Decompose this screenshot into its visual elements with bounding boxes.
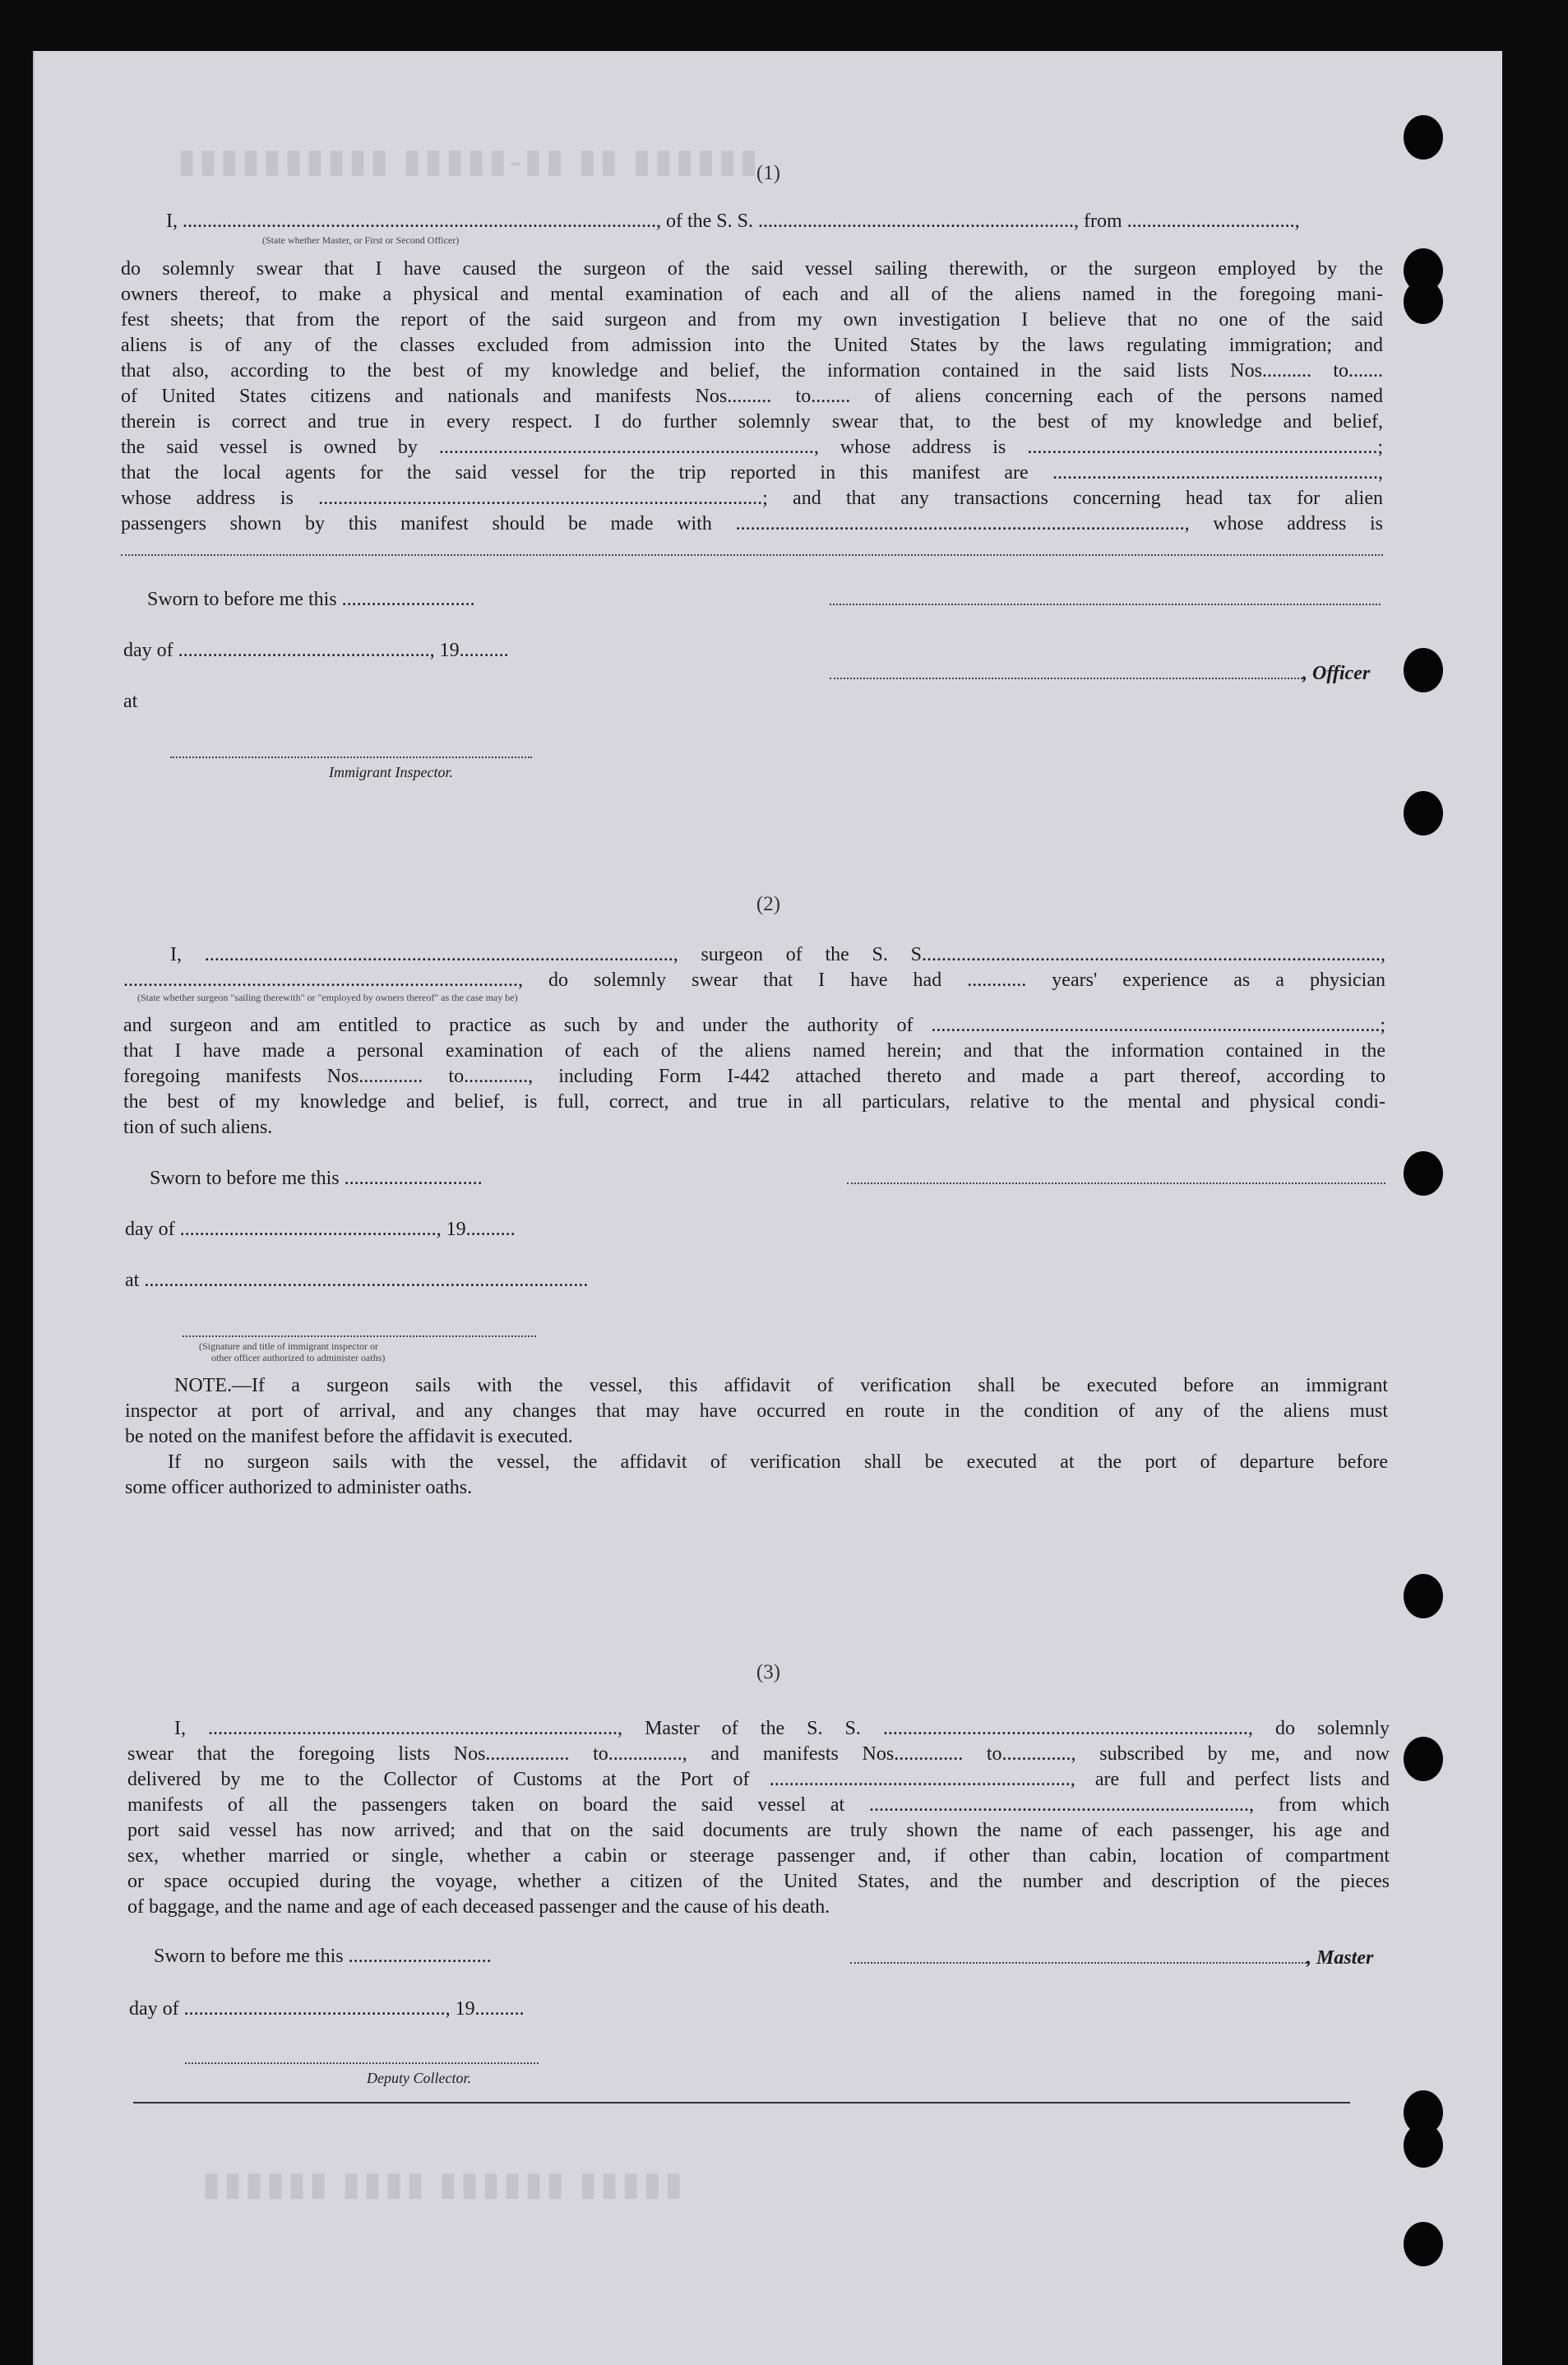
affidavit-text: therein is correct and true in every respect. I do further solemnly swear that, to the best of my knowledge and belief, (121, 411, 1383, 433)
signature-caption: other officer authorized to administer oaths) (211, 1352, 386, 1363)
affidavit-text: of baggage, and the name and age of each deceased passenger and the cause of his death. (127, 1896, 830, 1918)
note-text: some officer authorized to administer oaths. (125, 1477, 473, 1498)
affidavit-text: that I have made a personal examination of each of the aliens named herein; and that the information contained in the (123, 1040, 1385, 1062)
affidavit-text: ................................................................................, do solemnly swear that I have had ............ years' experience as a physician (123, 970, 1385, 991)
at-line: at (123, 691, 138, 712)
punch-hole (1404, 1151, 1443, 1196)
at-line: at .......................................................................................... (125, 1270, 589, 1291)
officer-caption: , Officer (1302, 663, 1371, 684)
master-caption: , Master (1307, 1947, 1374, 1969)
sworn-line: Sworn to before me this ............................. (154, 1946, 492, 1967)
field-note: (State whether surgeon "sailing therewith" or "employed by owners thereof" as the case may be) (137, 992, 518, 1003)
affidavit-text: fest sheets; that from the report of the said surgeon and from my own investigation I believe that no one of the said (121, 309, 1383, 331)
affidavit-text: passengers shown by this manifest should be made with ..........................................................................................., whose address is (121, 513, 1383, 535)
collector-caption: Deputy Collector. (367, 2070, 471, 2086)
affidavit-text: tion of such aliens. (123, 1117, 273, 1138)
day-of-line: day of ...................................................., 19.......... (125, 1219, 516, 1240)
collector-signature-line (185, 2062, 539, 2064)
affidavit-text: the best of my knowledge and belief, is full, correct, and true in all particulars, relative to the mental and physical condi- (123, 1091, 1385, 1113)
note-text: If no surgeon sails with the vessel, the affidavit of verification shall be executed at the port of departure before (168, 1451, 1388, 1473)
section-number: (1) (756, 162, 781, 184)
affidavit-text: swear that the foregoing lists Nos................. to..............., and manifests Nos.............. to.............., subscribed by me, and now (127, 1743, 1390, 1765)
affidavit-text: the said vessel is owned by ............................................................................, whose address is .......................................................................; (121, 437, 1383, 458)
field-note: (State whether Master, or First or Second Officer) (262, 234, 460, 246)
sworn-line: Sworn to before me this ........................... (147, 589, 475, 610)
bleed-through-text: ▮▮▮▮▮ ▮▮▮▮▮▮ ▮▮▮▮ ▮▮▮▮▮▮ (199, 2165, 683, 2202)
affidavit-text: do solemnly swear that I have caused the surgeon of the said vessel sailing therewith, or the surgeon employed by the (121, 258, 1383, 280)
day-of-line: day of ....................................................., 19.......... (129, 1998, 525, 2020)
affidavit-text: aliens is of any of the classes excluded from admission into the United States by the laws regulating immigration; and (121, 335, 1383, 356)
punch-hole (1404, 648, 1443, 692)
inspector-signature-line (170, 757, 532, 758)
note-text: be noted on the manifest before the affidavit is executed. (125, 1426, 573, 1447)
signature-line (121, 554, 1383, 556)
punch-hole (1404, 2123, 1443, 2168)
bleed-through-text: ▮▮▮▮▮▮ ▮▮ ▮▮-▮▮▮▮▮ ▮▮▮▮▮▮▮▮▮▮ (174, 142, 758, 179)
affidavit-text: that the local agents for the said vessel for the trip reported in this manifest are .................................................................., (121, 462, 1383, 484)
affidavit-text: of United States citizens and nationals and manifests Nos......... to........ of aliens concerning each of the persons named (121, 386, 1383, 407)
punch-hole (1404, 280, 1443, 324)
affidavit-text: owners thereof, to make a physical and mental examination of each and all of the aliens named in the foregoing mani- (121, 284, 1383, 305)
note-text: inspector at port of arrival, and any changes that may have occurred en route in the condition of any of the aliens must (125, 1400, 1388, 1422)
punch-hole (1404, 1737, 1443, 1781)
section-number: (3) (756, 1661, 781, 1683)
officer-signature-line (830, 604, 1381, 605)
note-text: NOTE.—If a surgeon sails with the vessel, this affidavit of verification shall be executed before an immigrant (174, 1375, 1388, 1396)
punch-hole (1404, 2222, 1443, 2266)
manifest-page (33, 51, 1502, 2365)
affidavit-text: manifests of all the passengers taken on board the said vessel at ............................................................................., from which (127, 1794, 1390, 1816)
officer-signature-line (830, 678, 1302, 679)
punch-hole (1404, 791, 1443, 835)
signature-caption: (Signature and title of immigrant inspector or (199, 1340, 378, 1352)
inspector-caption: Immigrant Inspector. (329, 764, 453, 780)
punch-hole (1404, 115, 1443, 160)
bottom-rule (133, 2102, 1350, 2104)
affidavit-text: that also, according to the best of my knowledge and belief, the information contained in the said lists Nos.......... to....... (121, 360, 1383, 382)
affidavit-text: sex, whether married or single, whether a cabin or steerage passenger and, if other than cabin, location of compartment (127, 1845, 1390, 1867)
day-of-line: day of ..................................................., 19.......... (123, 640, 509, 661)
affidavit-text: I, ..............................................................................................., surgeon of the S. S............................................................................................., (170, 944, 1385, 965)
affidavit-text: I, ..................................................................................., Master of the S. S. .........................................................................., do solemnly (174, 1718, 1390, 1739)
affidavit-text: foregoing manifests Nos............. to............., including Form I-442 attached thereto and made a part thereof, according to (123, 1066, 1385, 1087)
affidavit-text: whose address is ..........................................................................................; and that any transactions concerning head tax for alien (121, 488, 1383, 509)
affidavit-text: or space occupied during the voyage, whether a citizen of the United States, and the number and description of the pieces (127, 1871, 1390, 1892)
affidavit-text: delivered by me to the Collector of Customs at the Port of ............................................................., are full and perfect lists and (127, 1769, 1390, 1790)
section-number: (2) (756, 893, 781, 915)
affidavit-text: port said vessel has now arrived; and that on the said documents are truly shown the name of each passenger, his age and (127, 1820, 1390, 1841)
punch-hole (1404, 1574, 1443, 1618)
signature-line (847, 1182, 1385, 1184)
signature-line (183, 1335, 536, 1337)
affidavit-text: I, ................................................................................................, of the S. S. ................................................................, from .................................., (166, 211, 1300, 232)
master-signature-line (850, 1962, 1307, 1964)
affidavit-text: and surgeon and am entitled to practice as such by and under the authority of ...........................................................................................; (123, 1015, 1385, 1036)
sworn-line: Sworn to before me this ............................ (150, 1168, 483, 1189)
